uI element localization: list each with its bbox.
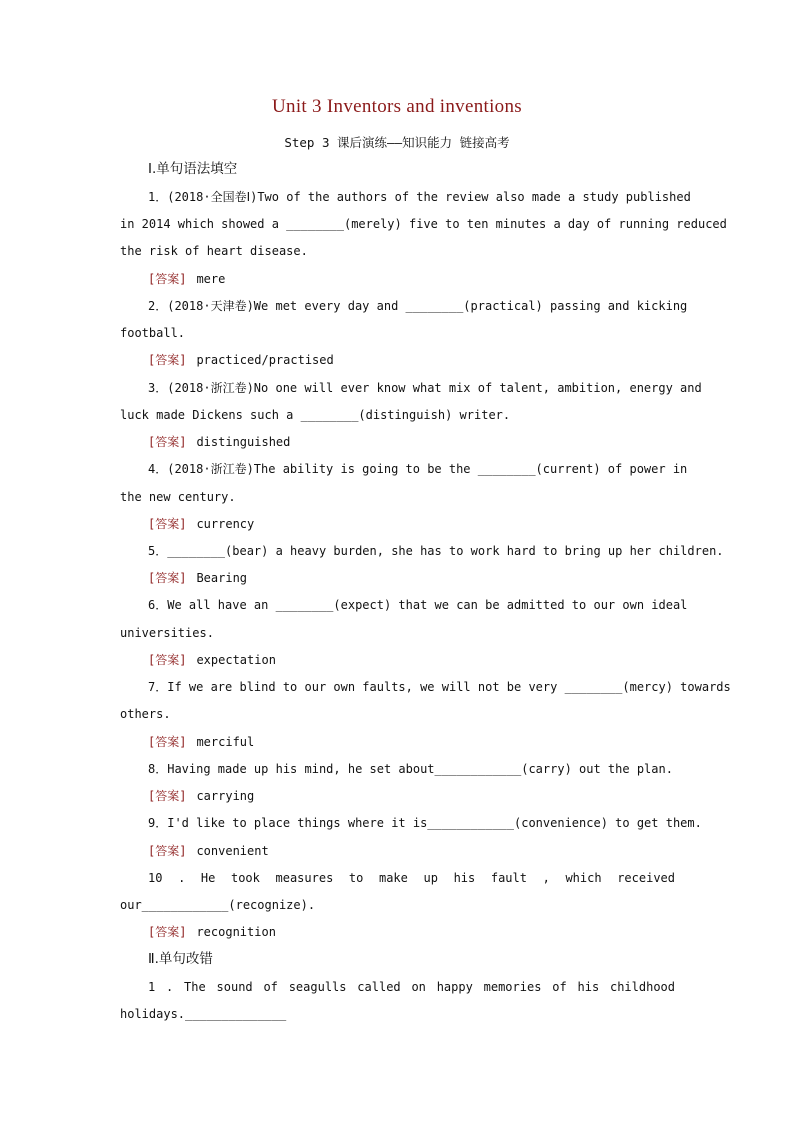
answer-value: merciful [196,735,255,749]
answer-value: expectation [196,653,276,667]
answer-value: convenient [196,844,269,858]
answer-value: carrying [196,789,255,803]
answer-1 [148,271,703,287]
answer-value: recognition [196,925,276,939]
correction-1-line-2: holidays.______________ [120,1007,287,1021]
question-6-line-1: 6．We all have an ________(expect) that we can be admitted to our own ideal [148,598,688,612]
question-7-line-2: others. [120,707,171,721]
answer-tag: [答案] [148,517,187,531]
question-3-line-2: luck made Dickens such a ________(distinguish) writer. [120,408,511,422]
answer-8 [148,788,703,804]
answer-tag: [答案] [148,844,187,858]
question-10-line-1: 10 . He took measures to make up his fault , which received [148,871,675,885]
question-1-line-3: the risk of heart disease. [120,244,308,258]
answer-7 [148,734,703,750]
question-3-line-1: 3．(2018·浙江卷)No one will ever know what mix of talent, ambition, energy and [148,381,702,395]
question-4-line-1: 4．(2018·浙江卷)The ability is going to be the ________(current) of power in [148,462,688,476]
page-subtitle: Step 3 课后演练——知识能力 链接高考 [284,135,510,150]
answer-tag: [答案] [148,272,187,286]
question-6-line-2: universities. [120,626,214,640]
correction-1-line-1: 1 . The sound of seagulls called on happy memories of his childhood [148,980,675,994]
answer-tag: [答案] [148,435,187,449]
answer-tag: [答案] [148,735,187,749]
answer-3 [148,434,703,450]
answer-tag: [答案] [148,353,187,367]
answer-tag: [答案] [148,571,187,585]
section-heading-grammar: Ⅰ.单句语法填空 [148,161,238,177]
question-2-line-1: 2．(2018·天津卷)We met every day and ________(practical) passing and kicking [148,299,688,313]
question-10-line-2: our____________(recognize). [120,898,316,912]
answer-value: Bearing [196,571,248,585]
question-5-line-1: 5．________(bear) a heavy burden, she has to work hard to bring up her children. [148,544,724,558]
answer-value: mere [196,272,226,286]
answer-tag: [答案] [148,789,187,803]
question-1-line-2: in 2014 which showed a ________(merely) five to ten minutes a day of running reduced [120,217,727,231]
answer-6 [148,652,703,668]
answer-value: currency [196,517,255,531]
answer-5 [148,570,703,586]
answer-tag: [答案] [148,653,187,667]
answer-tag: [答案] [148,925,187,939]
question-4-line-2: the new century. [120,490,236,504]
answer-2 [148,352,703,368]
answer-9 [148,843,703,859]
question-7-line-1: 7．If we are blind to our own faults, we will not be very ________(mercy) towards [148,680,731,694]
page-title: Unit 3 Inventors and inventions [272,96,522,117]
answer-value: practiced/practised [196,353,334,367]
answer-value: distinguished [196,435,291,449]
answer-4 [148,516,703,532]
answer-10 [148,924,703,940]
question-2-line-2: football. [120,326,186,340]
section-heading-error-correction: Ⅱ.单句改错 [148,951,213,967]
question-9-line-1: 9．I'd like to place things where it is____________(convenience) to get them. [148,816,702,830]
question-8-line-1: 8．Having made up his mind, he set about____________(carry) out the plan. [148,762,673,776]
question-1-line-1: 1．(2018·全国卷Ⅰ)Two of the authors of the review also made a study published [148,190,691,204]
